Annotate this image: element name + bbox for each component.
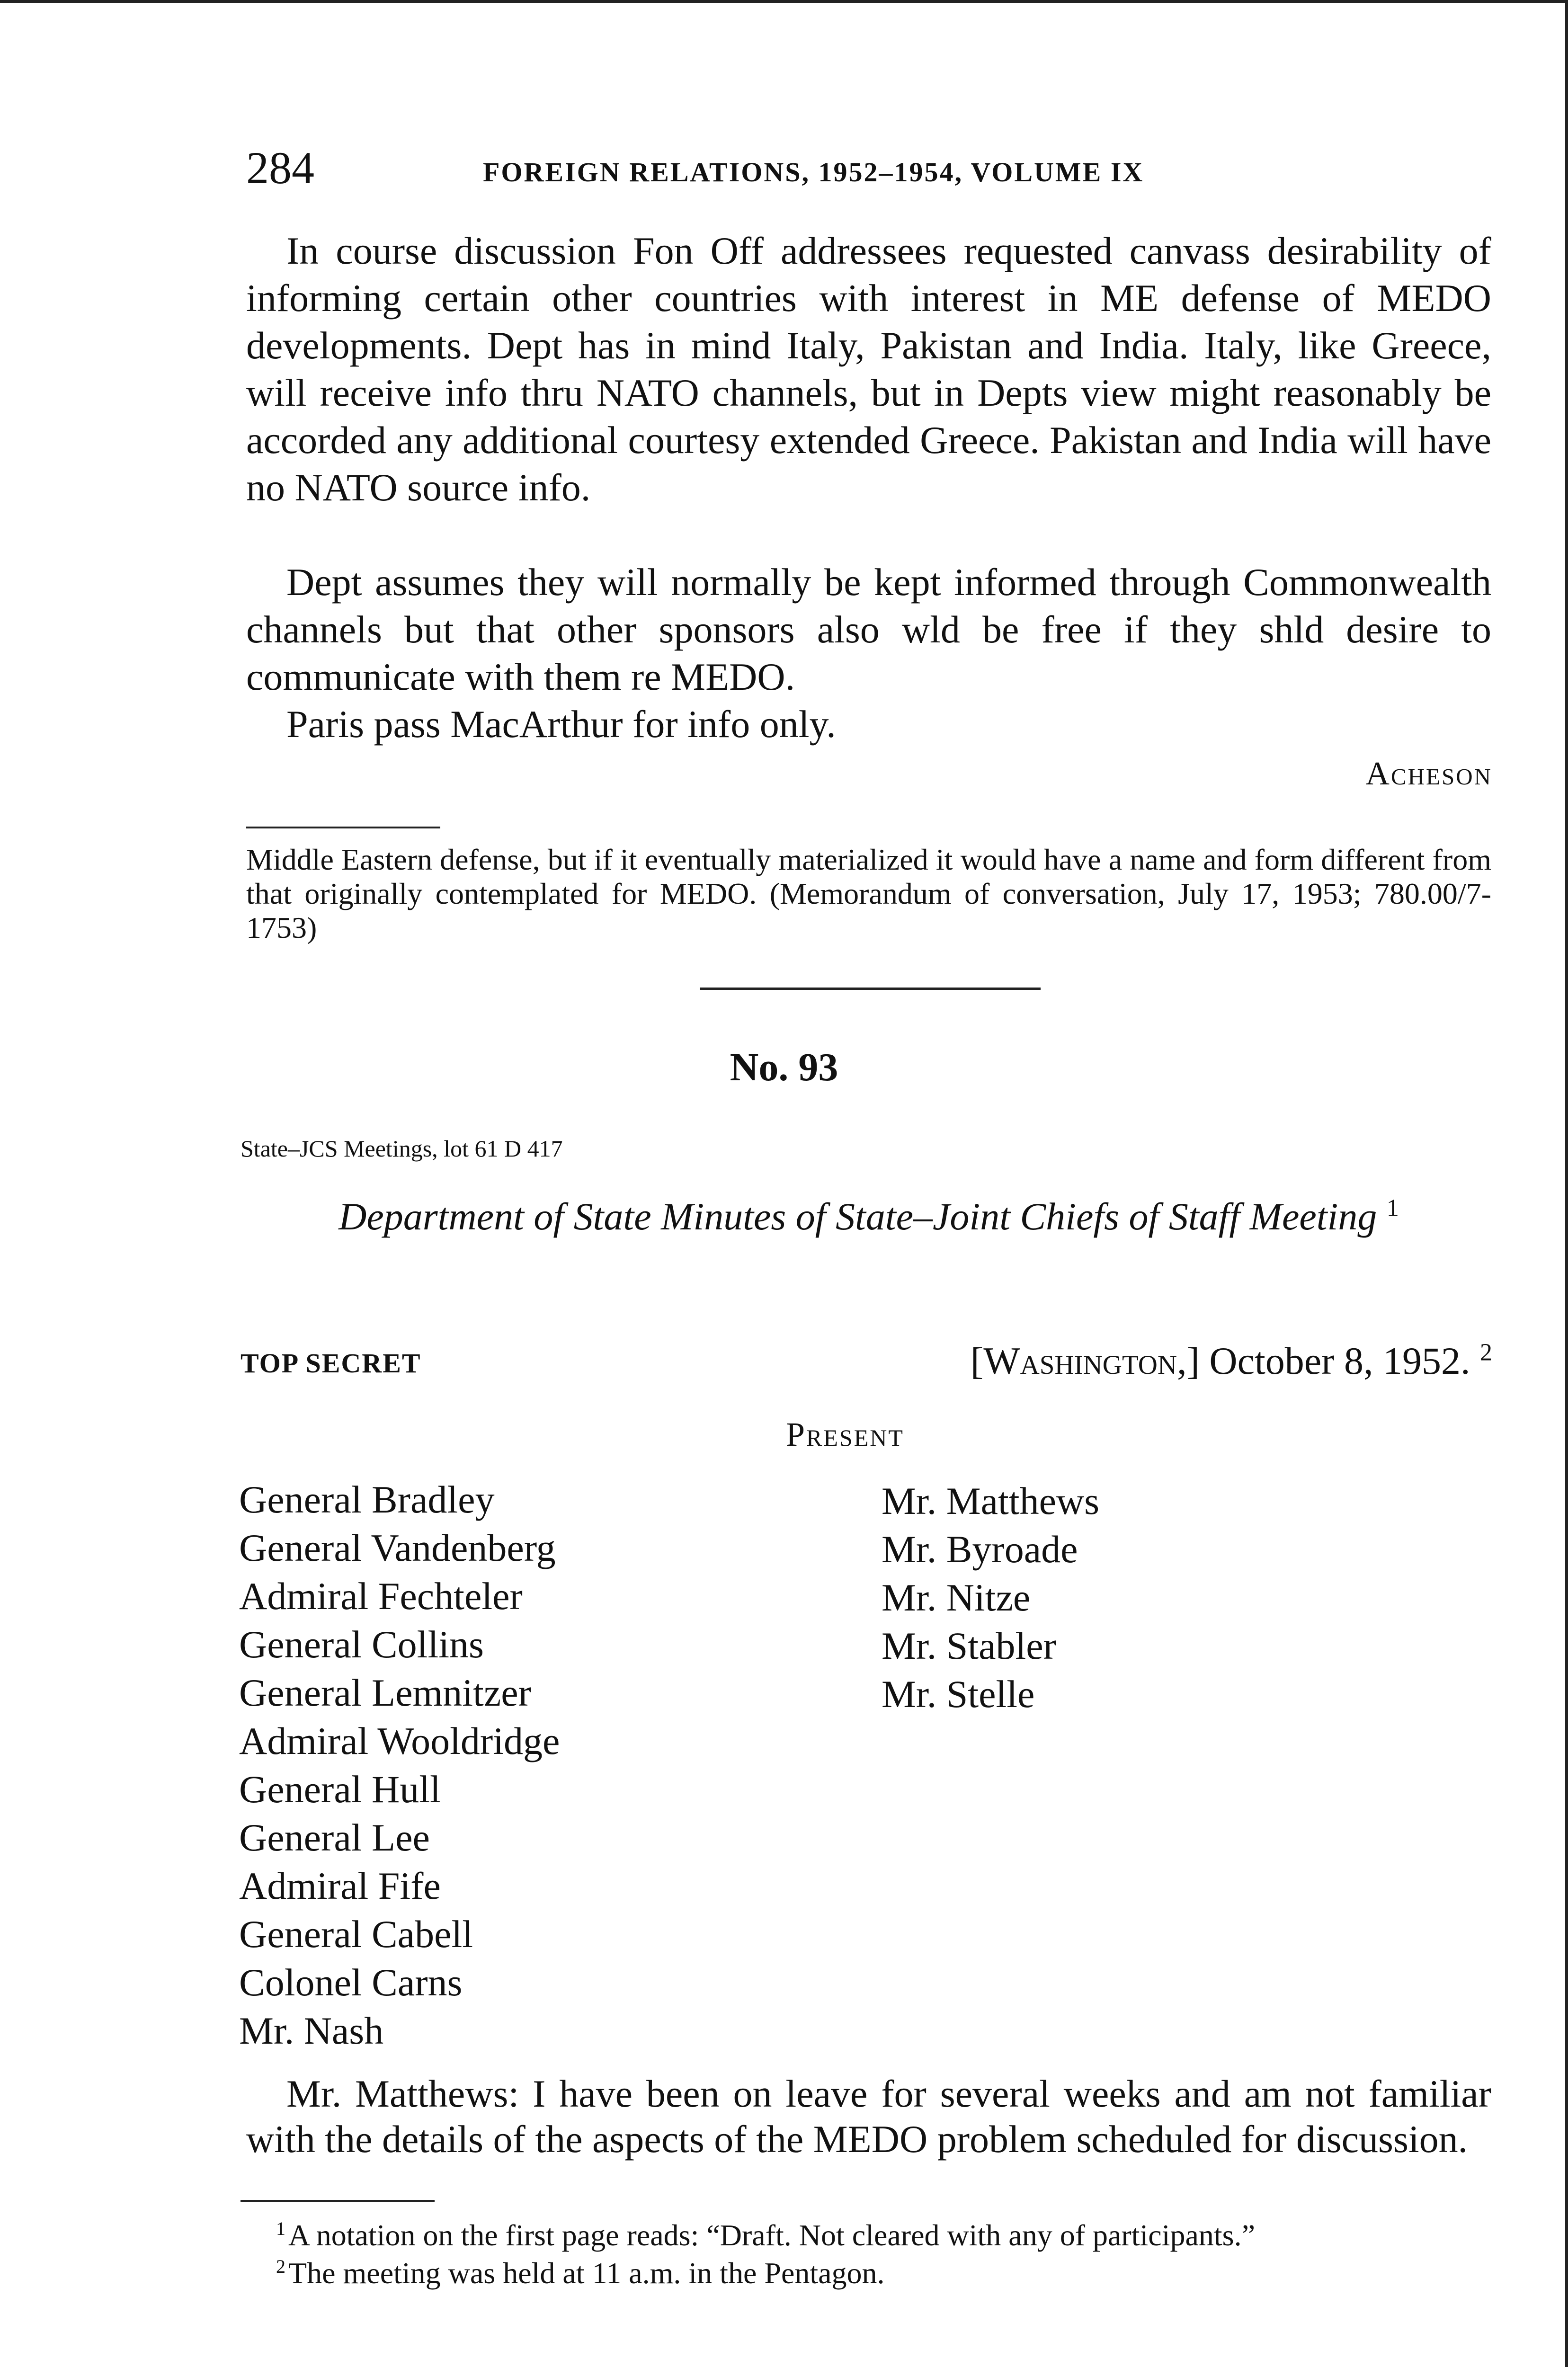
footnote-rule xyxy=(246,827,440,828)
paragraph-paris: Paris pass MacArthur for info only. xyxy=(286,703,836,746)
attendee: General Hull xyxy=(239,1768,441,1811)
signature: Acheson xyxy=(1365,756,1492,792)
section-divider xyxy=(700,988,1041,990)
footnote-text: A notation on the first page reads: “Draft. Not cleared with any of participants.” xyxy=(288,2218,1255,2252)
document-number: No. 93 xyxy=(730,1045,838,1089)
attendee: Mr. Stabler xyxy=(882,1624,1056,1667)
dateline-date: October 8, 1952. xyxy=(1209,1339,1470,1382)
attendee: Mr. Matthews xyxy=(882,1479,1100,1522)
attendee: Admiral Wooldridge xyxy=(239,1719,560,1762)
document-title-text: Department of State Minutes of State–Joint Chiefs of Staff Meeting xyxy=(339,1195,1377,1238)
footnote-mark: 2 xyxy=(276,2255,285,2277)
scan-border-right xyxy=(1565,0,1568,2367)
footnote-rule xyxy=(241,2200,435,2202)
footnote-1 xyxy=(241,2216,1490,2254)
attendee: Mr. Byroade xyxy=(882,1528,1078,1571)
document-title xyxy=(246,1193,1491,1240)
present-list-left xyxy=(239,1476,560,2055)
attendee: General Vandenberg xyxy=(239,1526,556,1569)
footnotes xyxy=(241,2216,1490,2292)
attendee: Mr. Stelle xyxy=(882,1673,1035,1716)
scan-border-top xyxy=(0,0,1568,3)
footnote-mark: 1 xyxy=(276,2217,285,2239)
dateline-place: [Washington,] xyxy=(970,1339,1200,1382)
running-head: FOREIGN RELATIONS, 1952–1954, VOLUME IX xyxy=(483,157,1144,187)
paragraph-commonwealth: Dept assumes they will normally be kept informed through Commonwealth channels but that other sponsors also wld be free if they shld desire to communicate with them re MEDO. xyxy=(246,561,1491,698)
footnote-text: The meeting was held at 11 a.m. in the Pentagon. xyxy=(288,2256,885,2290)
attendee: General Cabell xyxy=(239,1913,473,1956)
paragraph-matthews: Mr. Matthews: I have been on leave for several weeks and am not familiar with the details of the aspects of the MEDO problem scheduled for discussion. xyxy=(246,2072,1491,2161)
footnote-ref-1: 1 xyxy=(1386,1194,1399,1222)
attendee: Mr. Nash xyxy=(239,2009,384,2052)
attendee: Admiral Fife xyxy=(239,1864,441,1907)
classification: TOP SECRET xyxy=(241,1348,421,1379)
page-header xyxy=(246,137,1491,199)
footnote-ref-2: 2 xyxy=(1480,1339,1492,1366)
present-list-right xyxy=(882,1477,1099,1718)
attendee: General Bradley xyxy=(239,1478,495,1521)
attendee: Colonel Carns xyxy=(239,1961,463,2004)
attendee: Mr. Nitze xyxy=(882,1576,1031,1619)
attendee: General Collins xyxy=(239,1623,484,1666)
source-note: State–JCS Meetings, lot 61 D 417 xyxy=(241,1135,563,1162)
paragraph-canvass: In course discussion Fon Off addressees requested canvass desirability of informing certain other countries with interest in ME defense of MEDO developments. Dept has in mind Italy, Pakistan and India. Italy, like Greece, will receive info thru NATO channels, but in Depts view might reasonably be accorded any additional courtesy extended Greece. Pakistan and India will have no NATO source info. xyxy=(246,229,1491,509)
footnote-2 xyxy=(241,2254,1490,2292)
attendee: Admiral Fechteler xyxy=(239,1575,523,1618)
dateline xyxy=(971,1337,1492,1385)
page-number: 284 xyxy=(246,142,314,193)
attendee: General Lee xyxy=(239,1816,430,1859)
attendee: General Lemnitzer xyxy=(239,1671,531,1714)
present-heading: Present xyxy=(786,1415,904,1453)
footnote-continuation: Middle Eastern defense, but if it eventually materialized it would have a name and form different from that originally contemplated for MEDO. (Memorandum of conversation, July 17, 1953; 780.00/7-1753) xyxy=(246,843,1491,944)
